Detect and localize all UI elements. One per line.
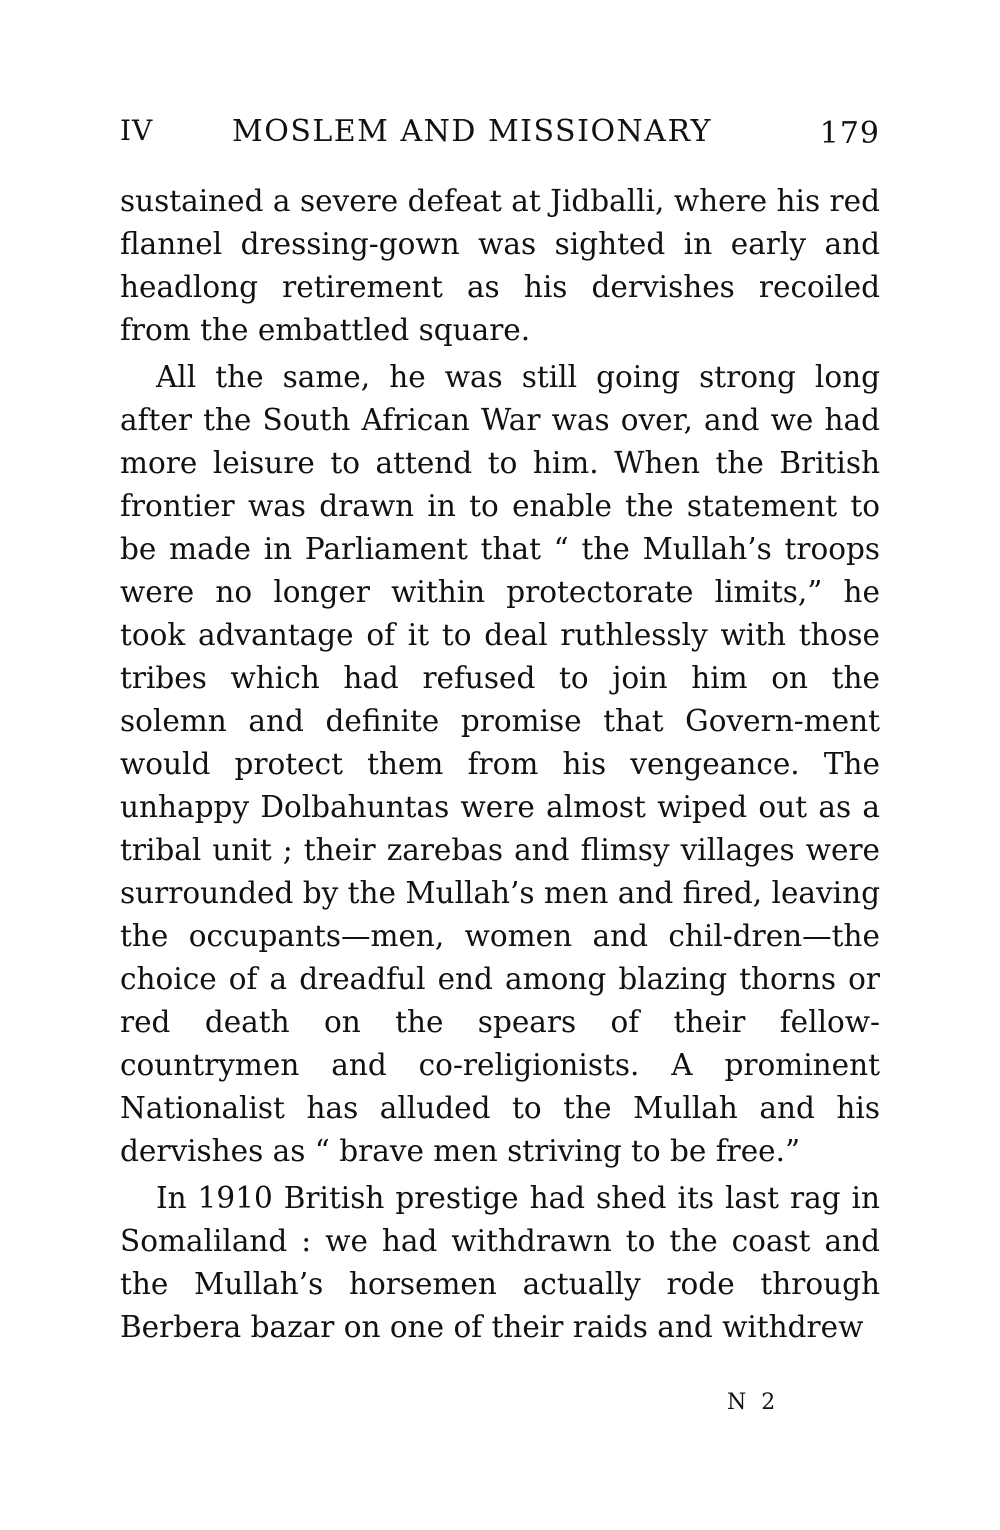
running-title: MOSLEM AND MISSIONARY	[232, 114, 712, 149]
signature-mark: N 2	[727, 1390, 780, 1415]
paragraph-1910-prestige: In 1910 British prestige had shed its last rag in Somaliland : we had withdrawn to the coast and the Mullah’s horsemen actually rode through Berbera bazar on one of their raids and withdrew	[120, 1181, 880, 1344]
body-text	[120, 180, 880, 1349]
running-head	[120, 114, 880, 158]
chapter-number: IV	[120, 114, 154, 147]
paragraph-continuation: sustained a severe defeat at Jidballi, where his red flannel dressing-gown was sighted in early and headlong retirement as his dervishes recoiled from the embattled square.	[120, 184, 880, 347]
page-number: 179	[819, 116, 880, 151]
paragraph-mullah-raids: All the same, he was still going strong long after the South African War was over, and we had more leisure to attend to him. When the British frontier was drawn in to enable the statement to be made in Parliament that “ the Mullah’s troops were no longer within protectorate limits,” he took advantage of it to deal ruthlessly with those tribes which had refused to join him on the solemn and definite promise that Govern-ment would protect them from his vengeance. The unhappy Dolbahuntas were almost wiped out as a tribal unit ; their zarebas and flimsy villages were surrounded by the Mullah’s men and fired, leaving the occupants—men, women and chil-dren—the choice of a dreadful end among blazing thorns or red death on the spears of their fellow-countrymen and co-religionists. A prominent Nationalist has alluded to the Mullah and his dervishes as “ brave men striving to be free.”	[120, 360, 880, 1168]
